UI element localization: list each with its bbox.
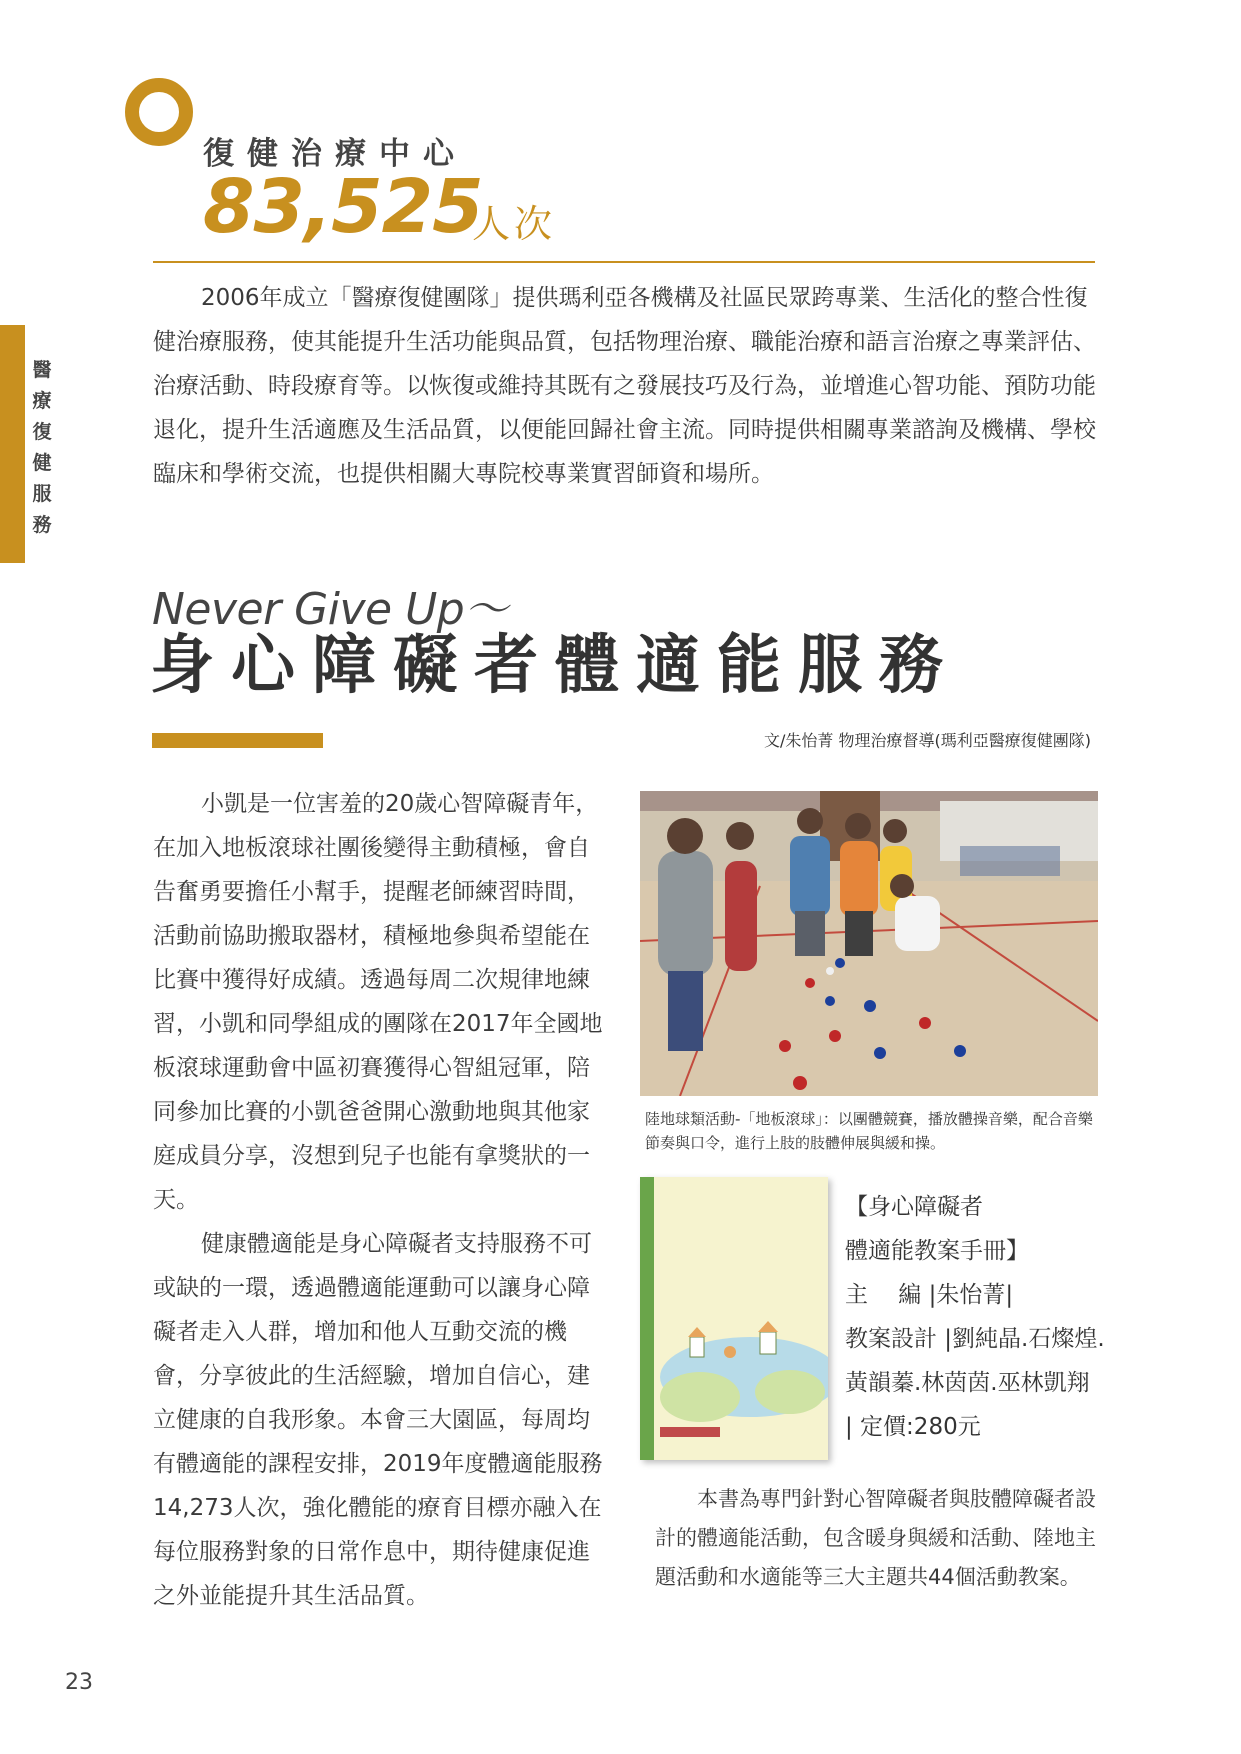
intro-section: [153, 276, 1098, 496]
book-cover: [640, 1177, 828, 1460]
side-tab-char: 服: [32, 483, 52, 505]
side-tab-char: 務: [32, 514, 52, 536]
side-tab-label: [30, 355, 54, 541]
boccia-activity-photo: [640, 791, 1098, 1096]
book-info: [845, 1185, 1145, 1449]
book-cover-illustration: [640, 1177, 828, 1460]
visit-count: 83,525: [203, 164, 483, 250]
book-info-line: | 定價:280元: [845, 1414, 981, 1440]
title-accent-bar: [152, 733, 323, 748]
book-info-line: 教案設計 |劉純晶.石燦煌.: [845, 1326, 1105, 1352]
body-paragraph: 小凱是一位害羞的20歲心智障礙青年，在加入地板滾球社團後變得主動積極，會自告奮勇要擔任小幫手，提醒老師練習時間，活動前協助搬取器材，積極地參與希望能在比賽中獲得好成績。透過每周二次規律地練習，小凱和同學組成的團隊在2017年全國地板滾球運動會中區初賽獲得心智組冠軍，陪同參加比賽的小凱爸爸開心激動地與其他家庭成員分享，沒想到兒子也能有拿獎狀的一天。: [153, 791, 603, 1213]
book-description: [655, 1480, 1100, 1597]
side-tab-char: 健: [32, 452, 52, 474]
photo-caption: 陸地球類活動-「地板滾球」：以團體競賽，播放體操音樂，配合音樂節奏與口令，進行上肢的肢體伸展與緩和操。: [645, 1110, 1093, 1152]
article-title: 身心障礙者體適能服務: [150, 628, 960, 703]
intro-paragraph: 2006年成立「醫療復健團隊」提供瑪利亞各機構及社區民眾跨專業、生活化的整合性復健治療服務，使其能提升生活功能與品質，包括物理治療、職能治療和語言治療之專業評估、治療活動、時段療育等。以恢復或維持其既有之發展技巧及行為，並增進心智功能、預防功能退化，提升生活適應及生活品質，以便能回歸社會主流。同時提供相關專業諮詢及機構、學校臨床和學術交流，也提供相關大專院校專業實習師資和場所。: [153, 285, 1096, 487]
article-byline: 文/朱怡菁 物理治療督導(瑪利亞醫療復健團隊): [764, 731, 1091, 750]
side-tab-char: 復: [32, 421, 52, 443]
article-english-title: Never Give Up～: [152, 584, 508, 635]
book-info-line: 主 編 |朱怡菁|: [845, 1282, 1014, 1308]
book-description-text: 本書為專門針對心智障礙者與肢體障礙者設計的體適能活動，包含暖身與緩和活動、陸地主題活動和水適能等三大主題共44個活動教案。: [655, 1487, 1096, 1589]
page-number: 23: [65, 1670, 93, 1695]
side-tab-char: 醫: [32, 359, 52, 381]
side-tab-char: 療: [32, 390, 52, 412]
visit-count-unit: 人次: [472, 202, 557, 246]
book-info-line: 黃韻蓁.林茵茵.巫林凱翔: [845, 1370, 1090, 1396]
header-divider: [153, 261, 1095, 263]
section-ring-icon: [125, 78, 193, 146]
book-info-line: 體適能教案手冊】: [845, 1238, 1029, 1264]
section-title: 復健治療中心: [203, 136, 467, 172]
photo-illustration: [640, 791, 1098, 1096]
body-paragraph: 健康體適能是身心障礙者支持服務不可或缺的一環，透過體適能運動可以讓身心障礙者走入人群，增加和他人互動交流的機會，分享彼此的生活經驗，增加自信心，建立健康的自我形象。本會三大園區，每周均有體適能的課程安排，2019年度體適能服務14,273人次，強化體能的療育目標亦融入在每位服務對象的日常作息中，期待健康促進之外並能提升其生活品質。: [153, 1231, 603, 1609]
article-body: [153, 782, 608, 1618]
side-tab-bar: [0, 325, 25, 563]
book-info-line: 【身心障礙者: [845, 1194, 983, 1220]
